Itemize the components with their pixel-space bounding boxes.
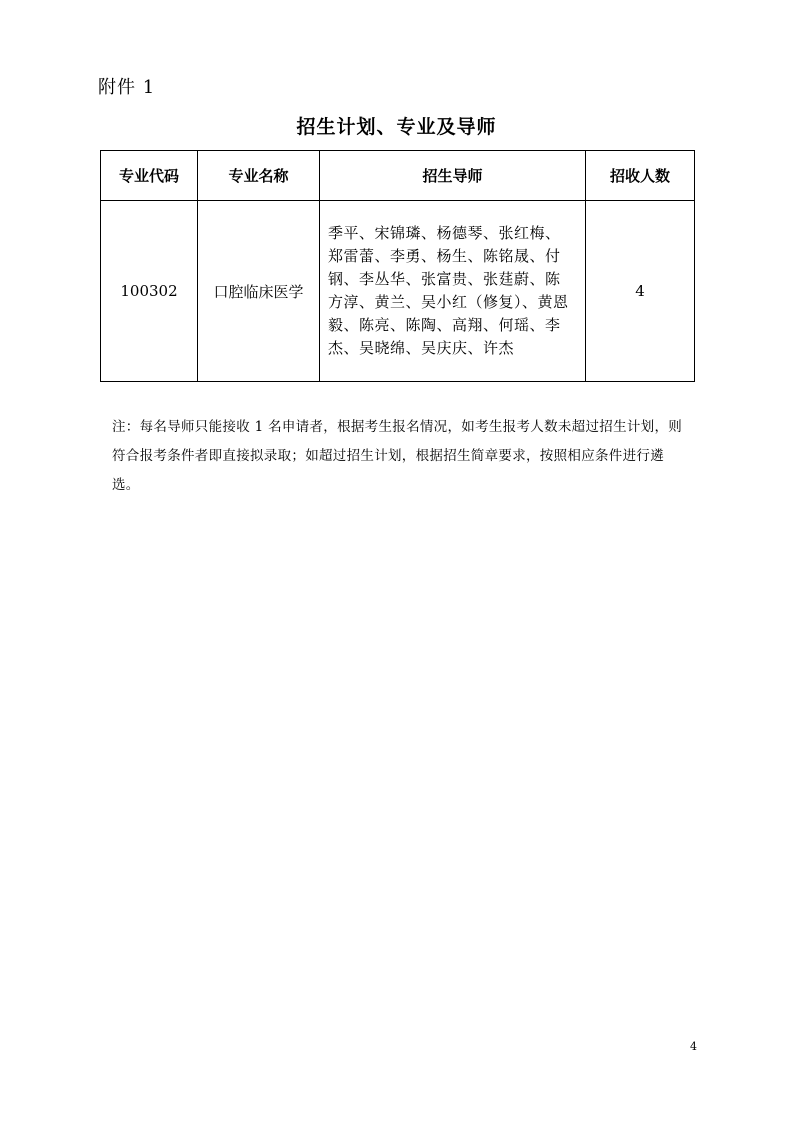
- page-title: 招生计划、专业及导师: [296, 116, 497, 138]
- column-header-code: 专业代码: [101, 151, 198, 201]
- attachment-label: 附件 1: [98, 77, 156, 98]
- column-header-mentors: 招生导师: [320, 151, 586, 201]
- table-row: [101, 201, 695, 382]
- major-name-cell: 口腔临床医学: [198, 201, 320, 382]
- major-code-cell: 100302: [101, 201, 198, 382]
- table-header-row: [101, 151, 695, 201]
- enrollment-count-cell: 4: [586, 201, 695, 382]
- mentors-cell: 季平、宋锦璘、杨德琴、张红梅、郑雷蕾、李勇、杨生、陈铭晟、付钢、李丛华、张富贵、张莛蔚、陈方淳、黄兰、吴小红（修复）、黄恩毅、陈亮、陈陶、高翔、何瑶、李杰、吴晓绵、吴庆庆、许杰: [320, 201, 586, 382]
- page-number: 4: [690, 1040, 697, 1053]
- column-header-count: 招收人数: [586, 151, 695, 201]
- enrollment-plan-table: [100, 150, 695, 382]
- footnote: 注：每名导师只能接收 1 名申请者，根据考生报名情况，如考生报考人数未超过招生计划，则符合报考条件者即直接拟录取；如超过招生计划，根据招生简章要求，按照相应条件进行遴选。: [112, 419, 683, 493]
- column-header-major: 专业名称: [198, 151, 320, 201]
